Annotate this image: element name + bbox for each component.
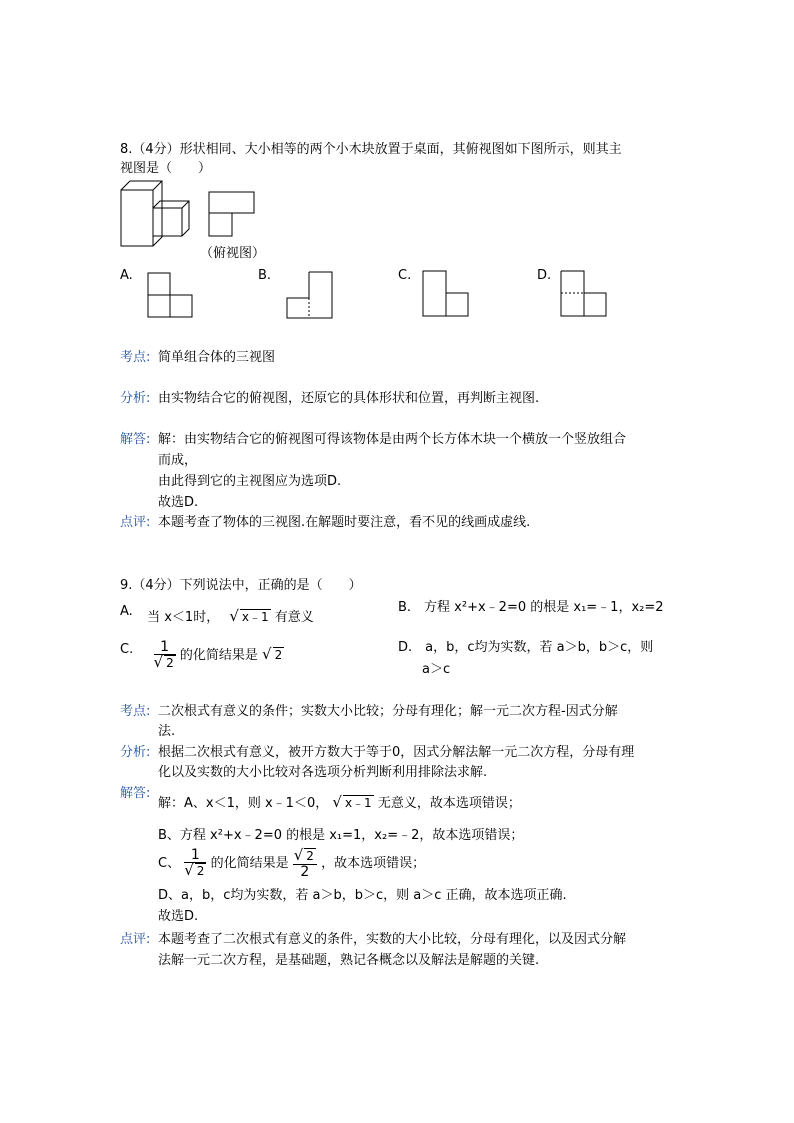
- q9-jieda-d: D、a，b，c均为实数，若 a＞b，b＞c，则 a＞c 正确，故本选项正确.: [158, 888, 567, 903]
- q8-top-view-caption: （俯视图）: [200, 246, 266, 261]
- q9-option-c-radicand: 2: [274, 648, 283, 662]
- q9-stem: 9.（4分）下列说法中，正确的是（ ）: [120, 578, 362, 593]
- q9-jieda-c-denominator: 2: [196, 864, 205, 878]
- q8-stem-line1: 8.（4分）形状相同、大小相等的两个小木块放置于桌面，其俯视图如下图所示，则其主: [120, 142, 622, 157]
- q9-option-d-line1: D. a，b，c均为实数，若 a＞b，b＞c，则: [398, 640, 654, 655]
- q8-jieda-line1: 解：由实物结合它的俯视图可得该物体是由两个长方体木块一个横放一个竖放组合: [158, 432, 627, 447]
- q9-option-c: C. $\frac{1}{√ 2}$ 的化简结果是 √ 2: [120, 639, 283, 671]
- q9-jieda-a: 解：A、x＜1，则 x﹣1＜0， √ x﹣1 无意义，故本选项错误；: [158, 793, 521, 811]
- q9-option-a-pre: 当: [147, 610, 161, 625]
- q9-jieda-label: 解答:: [120, 786, 151, 801]
- q9-option-c-fraction: $\frac{1}{√ 2}$: [153, 639, 174, 671]
- q8-dianping-label: 点评:: [120, 515, 151, 530]
- q9-jieda-c-fraction1: $\frac{1}{√ 2}$: [184, 847, 205, 879]
- q8-option-d-label: D.: [537, 268, 552, 283]
- q9-jieda-c-numerator: 1: [184, 848, 206, 863]
- q8-option-c-label: C.: [398, 268, 412, 283]
- q9-jieda-c-denominator2: 2: [300, 864, 310, 880]
- q8-option-b-label: B.: [258, 268, 272, 283]
- q9-jieda-c-numerator2: 2: [306, 849, 314, 863]
- q8-top-view-figure: [208, 191, 256, 237]
- q8-jieda-line4: 故选D.: [158, 495, 199, 510]
- q8-stem-line2: 视图是（ ）: [120, 161, 212, 176]
- q9-option-a-post: 有意义: [274, 610, 314, 625]
- q9-option-a: A. 当 x＜1时， √ x﹣1 有意义: [120, 604, 314, 625]
- q9-jieda-c-post: ，故本选项错误；: [321, 856, 426, 871]
- q9-fenxi-label: 分析:: [120, 745, 151, 760]
- q8-dianping-text: 本题考查了物体的三视图.在解题时要注意，看不见的线画成虚线.: [158, 515, 531, 530]
- q9-dianping-line1: 本题考查了二次根式有意义的条件，实数的大小比较，分母有理化，以及因式分解: [158, 932, 627, 947]
- q8-jieda-label: 解答:: [120, 432, 151, 447]
- q9-dianping-label: 点评:: [120, 932, 151, 947]
- q9-kaodian-label: 考点:: [120, 704, 151, 719]
- q9-option-b: B. 方程 x²+x﹣2=0 的根是 x₁=﹣1，x₂=2: [398, 600, 664, 615]
- q9-fenxi-line2: 化以及实数的大小比较对各选项分析判断利用排除法求解.: [158, 765, 488, 780]
- q9-option-c-label: C.: [120, 642, 134, 657]
- q8-fenxi-text: 由实物结合它的俯视图，还原它的具体形状和位置，再判断主视图.: [158, 391, 540, 406]
- q9-option-c-numerator: 1: [154, 640, 176, 655]
- q9-jieda-end: 故选D.: [158, 909, 199, 924]
- q9-jieda-a-post: 无意义，故本选项错误；: [377, 796, 521, 811]
- q9-option-a-radicand: x﹣1: [241, 610, 269, 624]
- q8-blocks-figure: [120, 180, 200, 252]
- q9-jieda-c-pre: C、: [158, 856, 181, 871]
- q9-jieda-c-fraction2: $\frac{√ 2}{2}$: [293, 848, 317, 879]
- q9-option-c-mid: 的化简结果是: [179, 648, 258, 663]
- q8-option-a-label: A.: [120, 268, 133, 283]
- q8-option-d-figure: [560, 270, 608, 318]
- q8-kaodian-text: 简单组合体的三视图: [158, 350, 276, 365]
- q9-kaodian-line1: 二次根式有意义的条件；实数大小比较；分母有理化；解一元二次方程-因式分解: [158, 704, 618, 719]
- q9-option-a-label: A.: [120, 604, 133, 619]
- q9-kaodian-line2: 法.: [158, 724, 176, 739]
- q9-option-d-line2: a＞c: [422, 662, 451, 677]
- q9-fenxi-line1: 根据二次根式有意义，被开方数大于等于0，因式分解法解一元二次方程，分母有理: [158, 745, 635, 760]
- q9-jieda-a-pre: 解：A、x＜1，则 x﹣1＜0，: [158, 796, 329, 811]
- q8-option-a-figure: [147, 272, 195, 318]
- q9-dianping-line2: 法解一元二次方程，是基础题，熟记各概念以及解法是解题的关键.: [158, 953, 540, 968]
- q8-option-b-figure: [286, 297, 334, 319]
- q9-jieda-a-radicand: x﹣1: [344, 796, 372, 810]
- q9-jieda-c: [158, 848, 425, 879]
- q9-jieda-b: B、方程 x²+x﹣2=0 的根是 x₁=1，x₂=﹣2，故本选项错误；: [158, 828, 524, 843]
- q9-jieda-c-mid: 的化简结果是: [210, 856, 289, 871]
- q8-option-c-figure: [422, 270, 470, 318]
- q9-option-c-denominator: 2: [166, 656, 174, 670]
- q8-kaodian-label: 考点:: [120, 350, 151, 365]
- q8-fenxi-label: 分析:: [120, 391, 151, 406]
- q8-jieda-line2: 而成，: [158, 453, 198, 468]
- q9-option-a-cond: x＜1时，: [164, 610, 220, 625]
- q8-jieda-line3: 由此得到它的主视图应为选项D.: [158, 474, 342, 489]
